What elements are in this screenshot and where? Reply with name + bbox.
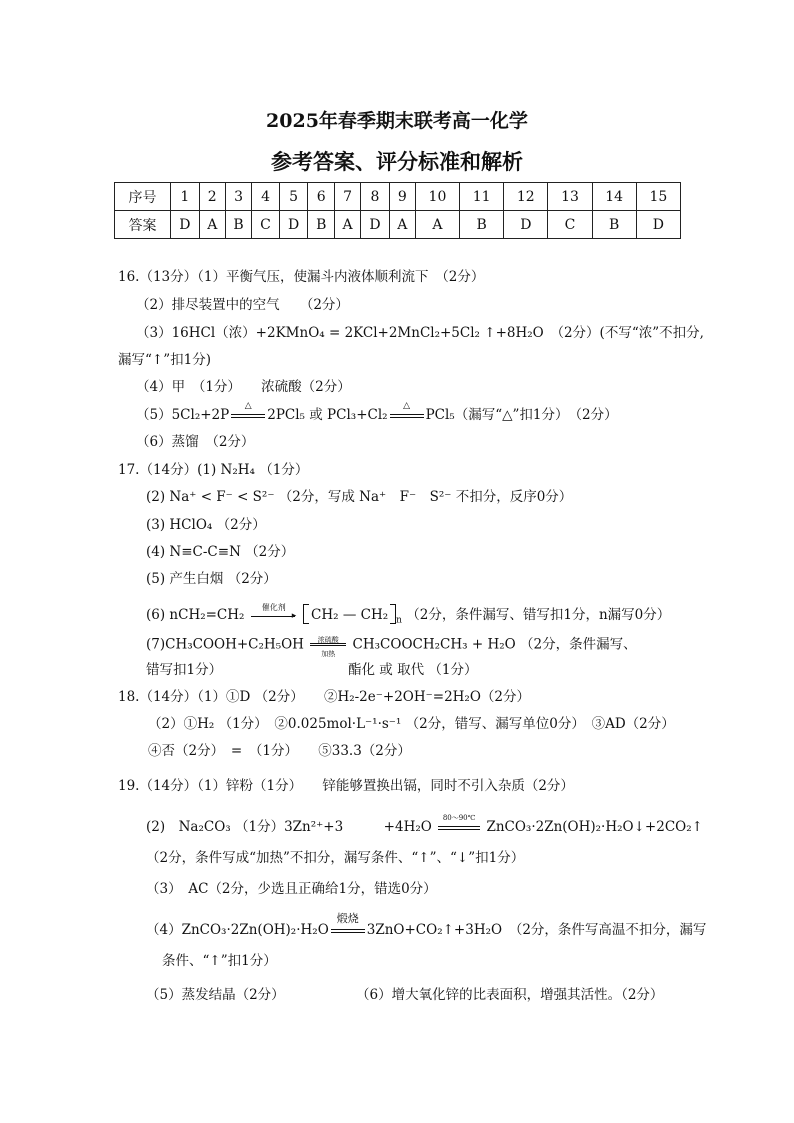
q16-line-7: （6）蒸馏 （2分） <box>136 434 255 450</box>
table-row-answers <box>115 211 681 239</box>
heat-equal-sign <box>388 400 426 425</box>
q17-line-5: (5) 产生白烟 （2分） <box>146 571 277 587</box>
q19-line-3: （2分，条件写成“加热”不扣分，漏写条件、“↑”、“↓”扣1分） <box>146 850 525 866</box>
q17-line-1: 17.（14分）(1) N₂H₄ （1分） <box>118 462 309 478</box>
answer-cell: B <box>225 211 252 239</box>
polymer-n: n <box>396 615 402 626</box>
temperature-equal-sign <box>436 813 482 837</box>
q17-line-4: (4) N≡C-C≡N （2分） <box>146 544 295 560</box>
q18-line-3: ④否（2分） = （1分） ⑤33.3（2分） <box>148 743 411 759</box>
q16-line-6 <box>136 400 618 425</box>
answer-cell: A <box>415 211 459 239</box>
polymer-bracket <box>303 606 396 624</box>
answer-cell: D <box>171 211 200 239</box>
q16-eq-part-2: 2PCl₅ 或 PCl₃+Cl₂ <box>267 407 388 423</box>
q16-eq-part-1: （5）5Cl₂+2P <box>136 407 230 423</box>
q19-line-1: 19.（14分）（1）锌粉（1分） 锌能够置换出镉，同时不引入杂质（2分） <box>118 778 574 794</box>
q17-7-products: CH₃COOCH₂CH₃ + H₂O （2分，条件漏写、 <box>352 636 637 653</box>
answer-cell: B <box>308 211 335 239</box>
q17-eq-reactant: (6) nCH₂=CH₂ <box>146 607 245 623</box>
table-row-numbers <box>115 183 681 211</box>
q17-7-reactants: (7)CH₃COOH+C₂H₅OH <box>146 636 304 653</box>
answer-cell: A <box>199 211 225 239</box>
q16-line-5: （4）甲 （1分） 浓硫酸（2分） <box>136 379 351 395</box>
answer-cell: A <box>389 211 415 239</box>
answer-cell: A <box>334 211 360 239</box>
q19-line-7b: （6）增大氧化锌的比表面积，增强其活性。（2分） <box>356 987 664 1003</box>
q16-line-4: 漏写“↑”扣1分) <box>118 352 211 368</box>
answer-cell: B <box>460 211 504 239</box>
q19-2-part-1: (2) Na₂CO₃ （1分）3Zn²⁺+3 +4H₂O <box>146 819 432 835</box>
heat-equal-sign <box>229 400 267 425</box>
answer-cell: B <box>592 211 636 239</box>
number-cell: 14 <box>592 183 636 211</box>
number-cell: 15 <box>636 183 680 211</box>
condition-acid: 浓硫酸 <box>317 636 339 644</box>
number-cell: 11 <box>460 183 504 211</box>
number-cell: 8 <box>361 183 390 211</box>
q16-eq-part-3: PCl₅（漏写“△”扣1分） （2分） <box>425 407 618 423</box>
answer-cell: C <box>548 211 592 239</box>
catalyst-label: 催化剂 <box>261 602 286 612</box>
row-label-answer: 答案 <box>115 211 171 239</box>
esterification-condition <box>308 633 348 657</box>
number-cell: 2 <box>199 183 225 211</box>
delta-label: △ <box>244 400 252 411</box>
q19-4-reactant: （4）ZnCO₃·2Zn(OH)₂·H₂O <box>146 922 329 938</box>
q16-line-2: （2）排尽装置中的空气 （2分） <box>136 297 349 313</box>
page-title: 2025年春季期末联考高一化学 <box>266 110 528 132</box>
q17-line-8a: 错写扣1分） <box>146 662 223 678</box>
calcination-label: 煅烧 <box>336 911 359 925</box>
q18-line-1: 18.（14分）（1）①D （2分） ②H₂-2e⁻+2OH⁻=2H₂O（2分） <box>118 689 531 705</box>
q19-line-6: 条件、“↑”扣1分） <box>162 953 277 969</box>
number-cell: 13 <box>548 183 592 211</box>
number-cell: 12 <box>504 183 548 211</box>
q16-line-3: （3）16HCl（浓）+2KMnO₄ = 2KCl+2MnCl₂+5Cl₂ ↑+8H₂O （2分）(不写“浓”不扣分, <box>136 325 704 341</box>
catalyst-arrow: 催化剂 ▸ <box>249 607 299 625</box>
number-cell: 5 <box>279 183 308 211</box>
number-cell: 9 <box>389 183 415 211</box>
number-cell: 10 <box>415 183 459 211</box>
answer-cell: D <box>504 211 548 239</box>
condition-heat: 加热 <box>321 650 336 658</box>
calcination-equal-sign <box>329 911 367 940</box>
q16-line-1: 16.（13分）（1）平衡气压，使漏斗内液体顺利流下 （2分） <box>118 269 485 285</box>
number-cell: 3 <box>225 183 252 211</box>
temperature-label: 80～90℃ <box>442 813 476 822</box>
row-label-number: 序号 <box>115 183 171 211</box>
delta-label: △ <box>403 400 411 411</box>
q17-line-8b: 酯化 或 取代 （1分） <box>348 662 478 678</box>
number-cell: 4 <box>252 183 279 211</box>
answer-cell: D <box>636 211 680 239</box>
q17-line-2: (2) Na⁺ < F⁻ < S²⁻ （2分，写成 Na⁺ F⁻ S²⁻ 不扣分，反序0分） <box>146 489 573 505</box>
answer-cell: D <box>279 211 308 239</box>
answer-cell: D <box>361 211 390 239</box>
number-cell: 7 <box>334 183 360 211</box>
page-subtitle: 参考答案、评分标准和解析 <box>271 149 523 174</box>
q17-line-7 <box>146 633 637 657</box>
q19-line-5 <box>146 911 707 940</box>
number-cell: 6 <box>308 183 335 211</box>
q19-4-products: 3ZnO+CO₂↑+3H₂O （2分，条件写高温不扣分，漏写 <box>366 922 707 938</box>
q17-6-note: （2分，条件漏写、错写扣1分，n漏写0分） <box>406 607 671 623</box>
q17-line-3: (3) HClO₄ （2分） <box>146 517 266 533</box>
q19-2-part-2: ZnCO₃·2Zn(OH)₂·H₂O↓+2CO₂↑ <box>486 819 703 835</box>
q19-line-7a: （5）蒸发结晶（2分） <box>146 987 285 1003</box>
q17-line-6 <box>146 602 671 630</box>
answer-cell: C <box>252 211 279 239</box>
q18-line-2: （2）①H₂ （1分） ②0.025mol·L⁻¹·s⁻¹ （2分，错写、漏写单位0分） ③AD（2分） <box>148 716 675 732</box>
q19-line-4: （3） AC（2分，少选且正确给1分，错选0分） <box>146 881 437 897</box>
answer-table <box>114 182 681 239</box>
polymer-unit: CH₂ — CH₂ <box>311 607 389 623</box>
q19-line-2 <box>146 813 703 837</box>
number-cell: 1 <box>171 183 200 211</box>
